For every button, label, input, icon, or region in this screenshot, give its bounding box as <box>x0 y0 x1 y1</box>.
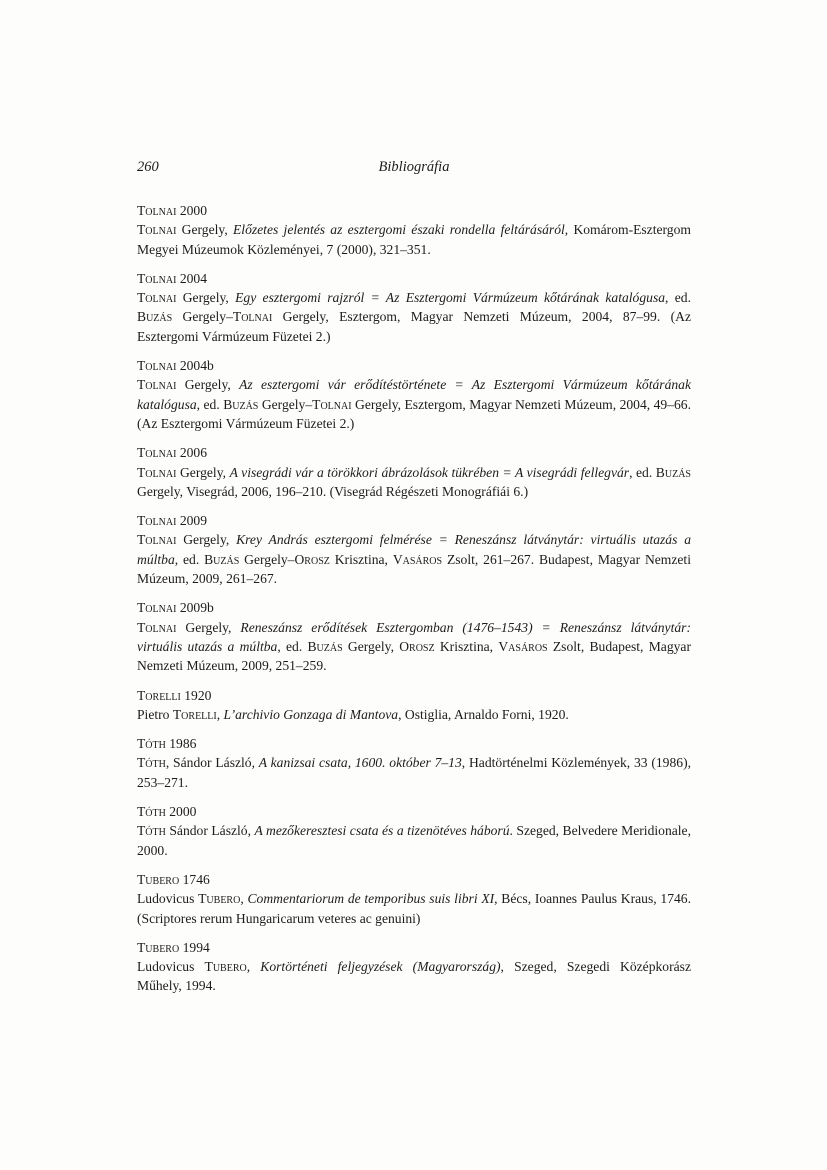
entry-name-smallcaps: Vasáros <box>392 551 443 567</box>
entry-body <box>137 705 691 724</box>
bib-entry-tolnai-2009 <box>137 511 691 588</box>
entry-body <box>137 288 691 346</box>
entry-name-smallcaps: Buzás <box>307 638 343 654</box>
entry-body <box>137 463 691 502</box>
bib-entry-tolnai-2004 <box>137 269 691 346</box>
entry-text: Gergely, Esztergom, Magyar Nemzeti Múzeum, 2004, 49–66. (Az Esztergomi Vármúzeum Füzetei 2.) <box>137 396 691 431</box>
entry-title-italic: Krey András esztergomi felmérése = Reneszánsz látványtár: virtuális utazás a múltba <box>137 532 691 567</box>
entry-text: Gergely– <box>172 309 233 325</box>
entry-name-smallcaps: Tolnai <box>137 600 177 616</box>
entry-text: Gergely– <box>258 396 313 412</box>
entry-name-smallcaps: Tolnai <box>137 532 177 548</box>
entry-text: , <box>246 959 261 975</box>
entry-name-smallcaps: Buzás <box>223 396 259 412</box>
entry-name-smallcaps: Orosz <box>294 551 330 567</box>
bib-entry-toth-2000 <box>137 802 691 860</box>
entry-name-smallcaps: Tóth <box>137 736 166 752</box>
entry-body <box>137 618 691 676</box>
entry-text: Gergely, <box>176 532 237 548</box>
entry-label <box>137 356 691 375</box>
entry-text: 2006 <box>176 445 208 461</box>
entry-name-smallcaps: Tóth <box>137 823 166 839</box>
entry-text: Gergely, <box>176 222 233 238</box>
entry-name-smallcaps: Tolnai <box>137 222 177 238</box>
bib-entry-tolnai-2006 <box>137 443 691 501</box>
entry-name-smallcaps: Tóth <box>137 755 166 771</box>
entry-title-italic: Reneszánsz erődítések Esztergomban (1476–1543) = Reneszánsz látványtár: virtuális utazás a múltba <box>137 619 691 654</box>
entry-text: 1986 <box>165 736 197 752</box>
entry-text: Krisztina, <box>329 551 393 567</box>
entry-text: 1994 <box>179 939 210 955</box>
entry-name-smallcaps: Tolnai <box>137 445 177 461</box>
entry-text: , ed. <box>277 638 308 654</box>
entry-name-smallcaps: Tubero <box>204 959 247 975</box>
entry-label <box>137 511 691 530</box>
entry-title-italic: A kanizsai csata, 1600. október 7–13 <box>258 755 462 771</box>
entry-text: Sándor László, <box>165 823 255 839</box>
entry-body <box>137 753 691 792</box>
entry-text: 2000 <box>176 203 208 218</box>
entry-title-italic: A visegrádi vár a törökkori ábrázolások tükrében = A visegrádi fellegvár <box>229 464 630 480</box>
entry-name-smallcaps: Buzás <box>204 551 240 567</box>
bib-entry-tubero-1746 <box>137 870 691 928</box>
entry-name-smallcaps: Tolnai <box>137 464 177 480</box>
entry-text: Gergely, <box>176 619 241 635</box>
entry-name-smallcaps: Tolnai <box>312 396 352 412</box>
entry-text: , Sándor László, <box>165 755 259 771</box>
entry-text: Pietro <box>137 706 173 722</box>
entry-text: Zsolt, 261–267. Budapest, Magyar Nemzeti Múzeum, 2009, 261–267. <box>137 551 691 587</box>
entry-text: 2009 <box>176 513 208 529</box>
entry-text: 2000 <box>165 804 197 820</box>
entry-name-smallcaps: Tolnai <box>137 203 177 218</box>
entry-text: Gergely– <box>239 551 295 567</box>
entry-title-italic: Előzetes jelentés az esztergomi északi rondella feltárásáról <box>232 222 565 238</box>
entry-label <box>137 870 691 889</box>
entry-text: , ed. <box>196 396 224 412</box>
entry-title-italic: Egy esztergomi rajzról = Az Esztergomi Vármúzeum kőtárának katalógusa <box>235 290 666 306</box>
entry-label <box>137 598 691 617</box>
entry-title-italic: Az esztergomi vár erődítéstörténete = Az Esztergomi Vármúzeum kőtárának katalógusa <box>137 377 691 412</box>
entry-name-smallcaps: Tolnai <box>137 270 177 286</box>
entry-text: Gergely, <box>176 464 230 480</box>
entry-label <box>137 443 691 462</box>
page-header <box>137 158 691 177</box>
entry-text: 2009b <box>176 600 214 616</box>
page-title: Bibliográfia <box>378 159 450 175</box>
entry-text: , Bécs, Ioannes Paulus Kraus, 1746. (Scriptores rerum Hungaricarum veteres ac genuini) <box>137 891 691 926</box>
entry-name-smallcaps: Buzás <box>137 309 173 325</box>
entry-name-smallcaps: Tolnai <box>137 290 177 306</box>
entry-name-smallcaps: Tubero <box>198 891 241 907</box>
entry-text: , <box>216 706 224 722</box>
entry-text: , ed. <box>629 464 656 480</box>
entry-title-italic: A mezőkeresztesi csata és a tizenötéves háború <box>254 823 510 839</box>
entry-name-smallcaps: Orosz <box>399 638 435 654</box>
entry-title-italic: L’archivio Gonzaga di Mantova <box>223 706 399 722</box>
document-page <box>137 158 691 1006</box>
entry-name-smallcaps: Torelli <box>172 706 217 722</box>
entry-text: , Komárom-Esztergom Megyei Múzeumok Közleményei, 7 (2000), 321–351. <box>137 222 691 257</box>
entry-name-smallcaps: Tolnai <box>137 358 177 374</box>
bib-entry-tolnai-2009b <box>137 598 691 675</box>
entry-text: , ed. <box>665 290 691 306</box>
entry-text: Gergely, <box>176 290 236 306</box>
entry-title-italic: Kortörténeti feljegyzések (Magyarország) <box>260 959 501 975</box>
entry-text: Krisztina, <box>434 638 499 654</box>
entry-body <box>137 375 691 433</box>
entry-title-italic: Commentariorum de temporibus suis libri XI <box>247 891 495 907</box>
page-number: 260 <box>137 159 159 175</box>
entry-text: Zsolt, Budapest, Magyar Nemzeti Múzeum, 2009, 251–259. <box>137 638 691 674</box>
entry-name-smallcaps: Tóth <box>137 804 166 820</box>
entry-text: , Hadtörténelmi Közlemények, 33 (1986), 253–271. <box>137 755 691 790</box>
entry-name-smallcaps: Tolnai <box>137 619 177 635</box>
entry-text: , Szeged, Szegedi Középkorász Műhely, 1994. <box>137 959 691 994</box>
entry-text: 1920 <box>180 687 212 703</box>
entry-name-smallcaps: Tolnai <box>232 309 273 325</box>
entry-text: , <box>240 891 248 907</box>
entry-text: . Szeged, Belvedere Meridionale, 2000. <box>137 823 691 858</box>
entry-name-smallcaps: Tubero <box>137 939 180 955</box>
entry-text: , ed. <box>174 551 205 567</box>
entry-name-smallcaps: Torelli <box>137 687 181 703</box>
entry-text: Gergely, Visegrád, 2006, 196–210. (Visegrád Régészeti Monográfiái 6.) <box>137 483 529 499</box>
entry-name-smallcaps: Tubero <box>137 871 180 887</box>
entry-text: , Ostiglia, Arnaldo Forni, 1920. <box>398 706 569 722</box>
entry-label <box>137 201 691 220</box>
entry-body <box>137 889 691 928</box>
entry-label <box>137 938 691 957</box>
entry-name-smallcaps: Tolnai <box>137 513 177 529</box>
entry-label <box>137 734 691 753</box>
entry-text: Gergely, <box>342 638 400 654</box>
entry-body <box>137 530 691 588</box>
entry-body <box>137 957 691 996</box>
bib-entry-tolnai-2004b <box>137 356 691 433</box>
entry-label <box>137 802 691 821</box>
bib-entry-torelli-1920 <box>137 686 691 725</box>
entry-name-smallcaps: Vasáros <box>498 638 548 654</box>
entry-label <box>137 269 691 288</box>
entry-text: 1746 <box>179 871 210 887</box>
entry-name-smallcaps: Buzás <box>655 464 691 480</box>
entry-text: Gergely, <box>176 377 240 393</box>
entry-body <box>137 821 691 860</box>
entry-body <box>137 220 691 259</box>
entry-name-smallcaps: Tolnai <box>137 377 177 393</box>
entry-text: 2004 <box>176 270 208 286</box>
bib-entry-tolnai-2000 <box>137 201 691 259</box>
entry-label <box>137 686 691 705</box>
bib-entry-toth-1986 <box>137 734 691 792</box>
entry-text: Ludovicus <box>137 959 205 975</box>
bibliography-list <box>137 201 691 996</box>
bib-entry-tubero-1994 <box>137 938 691 996</box>
entry-text: Ludovicus <box>137 891 199 907</box>
entry-text: 2004b <box>176 358 214 374</box>
entry-text: Gergely, Esztergom, Magyar Nemzeti Múzeum, 2004, 87–99. (Az Esztergomi Vármúzeum Füzetei 2.) <box>137 309 691 344</box>
